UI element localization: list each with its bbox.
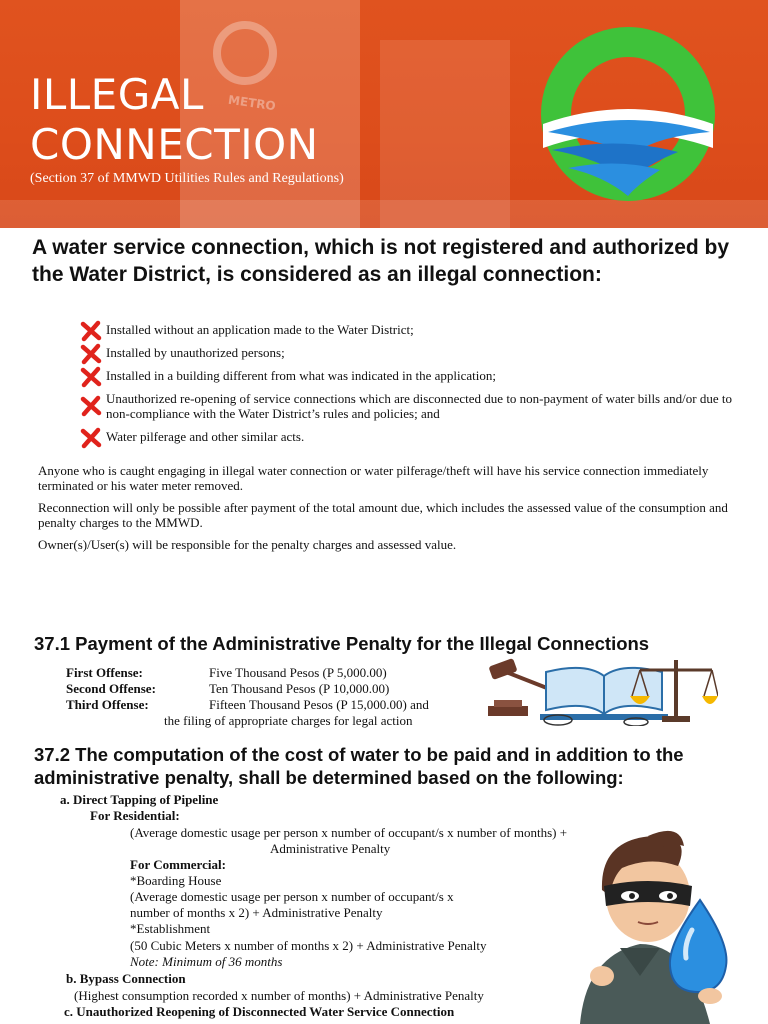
offense-value: Ten Thousand Pesos (P 10,000.00) [209,681,390,696]
criteria-text: Installed by unauthorized persons; [106,345,285,360]
direct-tapping-title: a. Direct Tapping of Pipeline [60,792,219,807]
page-title [30,70,319,170]
boarding-house-label: *Boarding House [130,873,222,888]
criteria-text: Installed without an application made to the Water District; [106,322,414,337]
criteria-text: Installed in a building different from what was indicated in the application; [106,368,497,383]
establishment-formula: (50 Cubic Meters x number of months x 2) + Administrative Penalty [130,938,487,953]
lead-statement: A water service connection, which is not registered and authorized by the Water District, is considered as an illegal connection: [32,236,730,286]
boarding-house-formula-line2: number of months x 2) + Administrative Penalty [130,905,383,920]
responsibility-paragraph: Owner(s)/User(s) will be responsible for the penalty charges and assessed value. [38,537,457,552]
page-subtitle: (Section 37 of MMWD Utilities Rules and Regulations) [30,171,344,186]
commercial-label: For Commercial: [130,857,226,872]
gavel-book-scales-icon [486,654,718,726]
criteria-text: Water pilferage and other similar acts. [106,429,305,444]
list-item [80,322,760,337]
offense-label: Second Offense: [66,681,156,696]
list-item [80,345,760,360]
residential-label: For Residential: [90,808,180,823]
criteria-list [80,322,760,452]
establishment-label: *Establishment [130,921,211,936]
x-mark-icon [80,320,102,342]
offense-value: Fifteen Thousand Pesos (P 15,000.00) and [209,697,429,712]
filing-text: the filing of appropriate charges for legal action [164,713,413,728]
bypass-connection-formula: (Highest consumption recorded x number of months) + Administrative Penalty [74,988,484,1003]
offense-value: Five Thousand Pesos (P 5,000.00) [209,665,387,680]
offense-label: Third Offense: [66,697,149,712]
section-371-heading: 37.1 Payment of the Administrative Penalty for the Illegal Connections [34,633,650,654]
x-mark-icon [80,366,102,388]
x-mark-icon [80,427,102,449]
x-mark-icon [80,395,102,417]
title-line-2: CONNECTION [30,120,319,169]
residential-formula-line2: Administrative Penalty [270,841,391,856]
building-sign-text: METRO [227,92,277,114]
list-item [80,391,760,421]
water-district-logo-icon [538,24,718,204]
header-banner [0,0,768,228]
building-base [0,200,768,228]
termination-paragraph: Anyone who is caught engaging in illegal water connection or water pilferage/theft will have his service connection immediately terminated or his water meter removed. [38,463,709,493]
x-mark-icon [80,343,102,365]
reconnection-paragraph: Reconnection will only be possible after payment of the total amount due, which includes the assessed value of the consumption and penalty charges to the MMWD. [38,500,728,530]
section-372-heading: 37.2 The computation of the cost of water to be paid and in addition to the administrative penalty, shall be determined based on the following: [34,744,684,788]
water-thief-illustration-icon [560,826,740,1024]
unauthorized-reopening-title: c. Unauthorized Reopening of Disconnected Water Service Connection [64,1004,455,1019]
title-line-1: ILLEGAL [30,70,204,119]
residential-formula-line1: (Average domestic usage per person x number of occupant/s x number of months) + [130,825,568,840]
criteria-text: Unauthorized re-opening of service connections which are disconnected due to non-payment of water bills and/or due to non-compliance with the Water District’s rules and policies; and [106,391,732,421]
offense-label: First Offense: [66,665,143,680]
list-item [80,429,760,444]
bypass-connection-title: b. Bypass Connection [66,971,186,986]
boarding-house-formula-line1: (Average domestic usage per person x number of occupant/s x [130,889,454,904]
minimum-months-note: Note: Minimum of 36 months [130,954,283,969]
list-item [80,368,760,383]
